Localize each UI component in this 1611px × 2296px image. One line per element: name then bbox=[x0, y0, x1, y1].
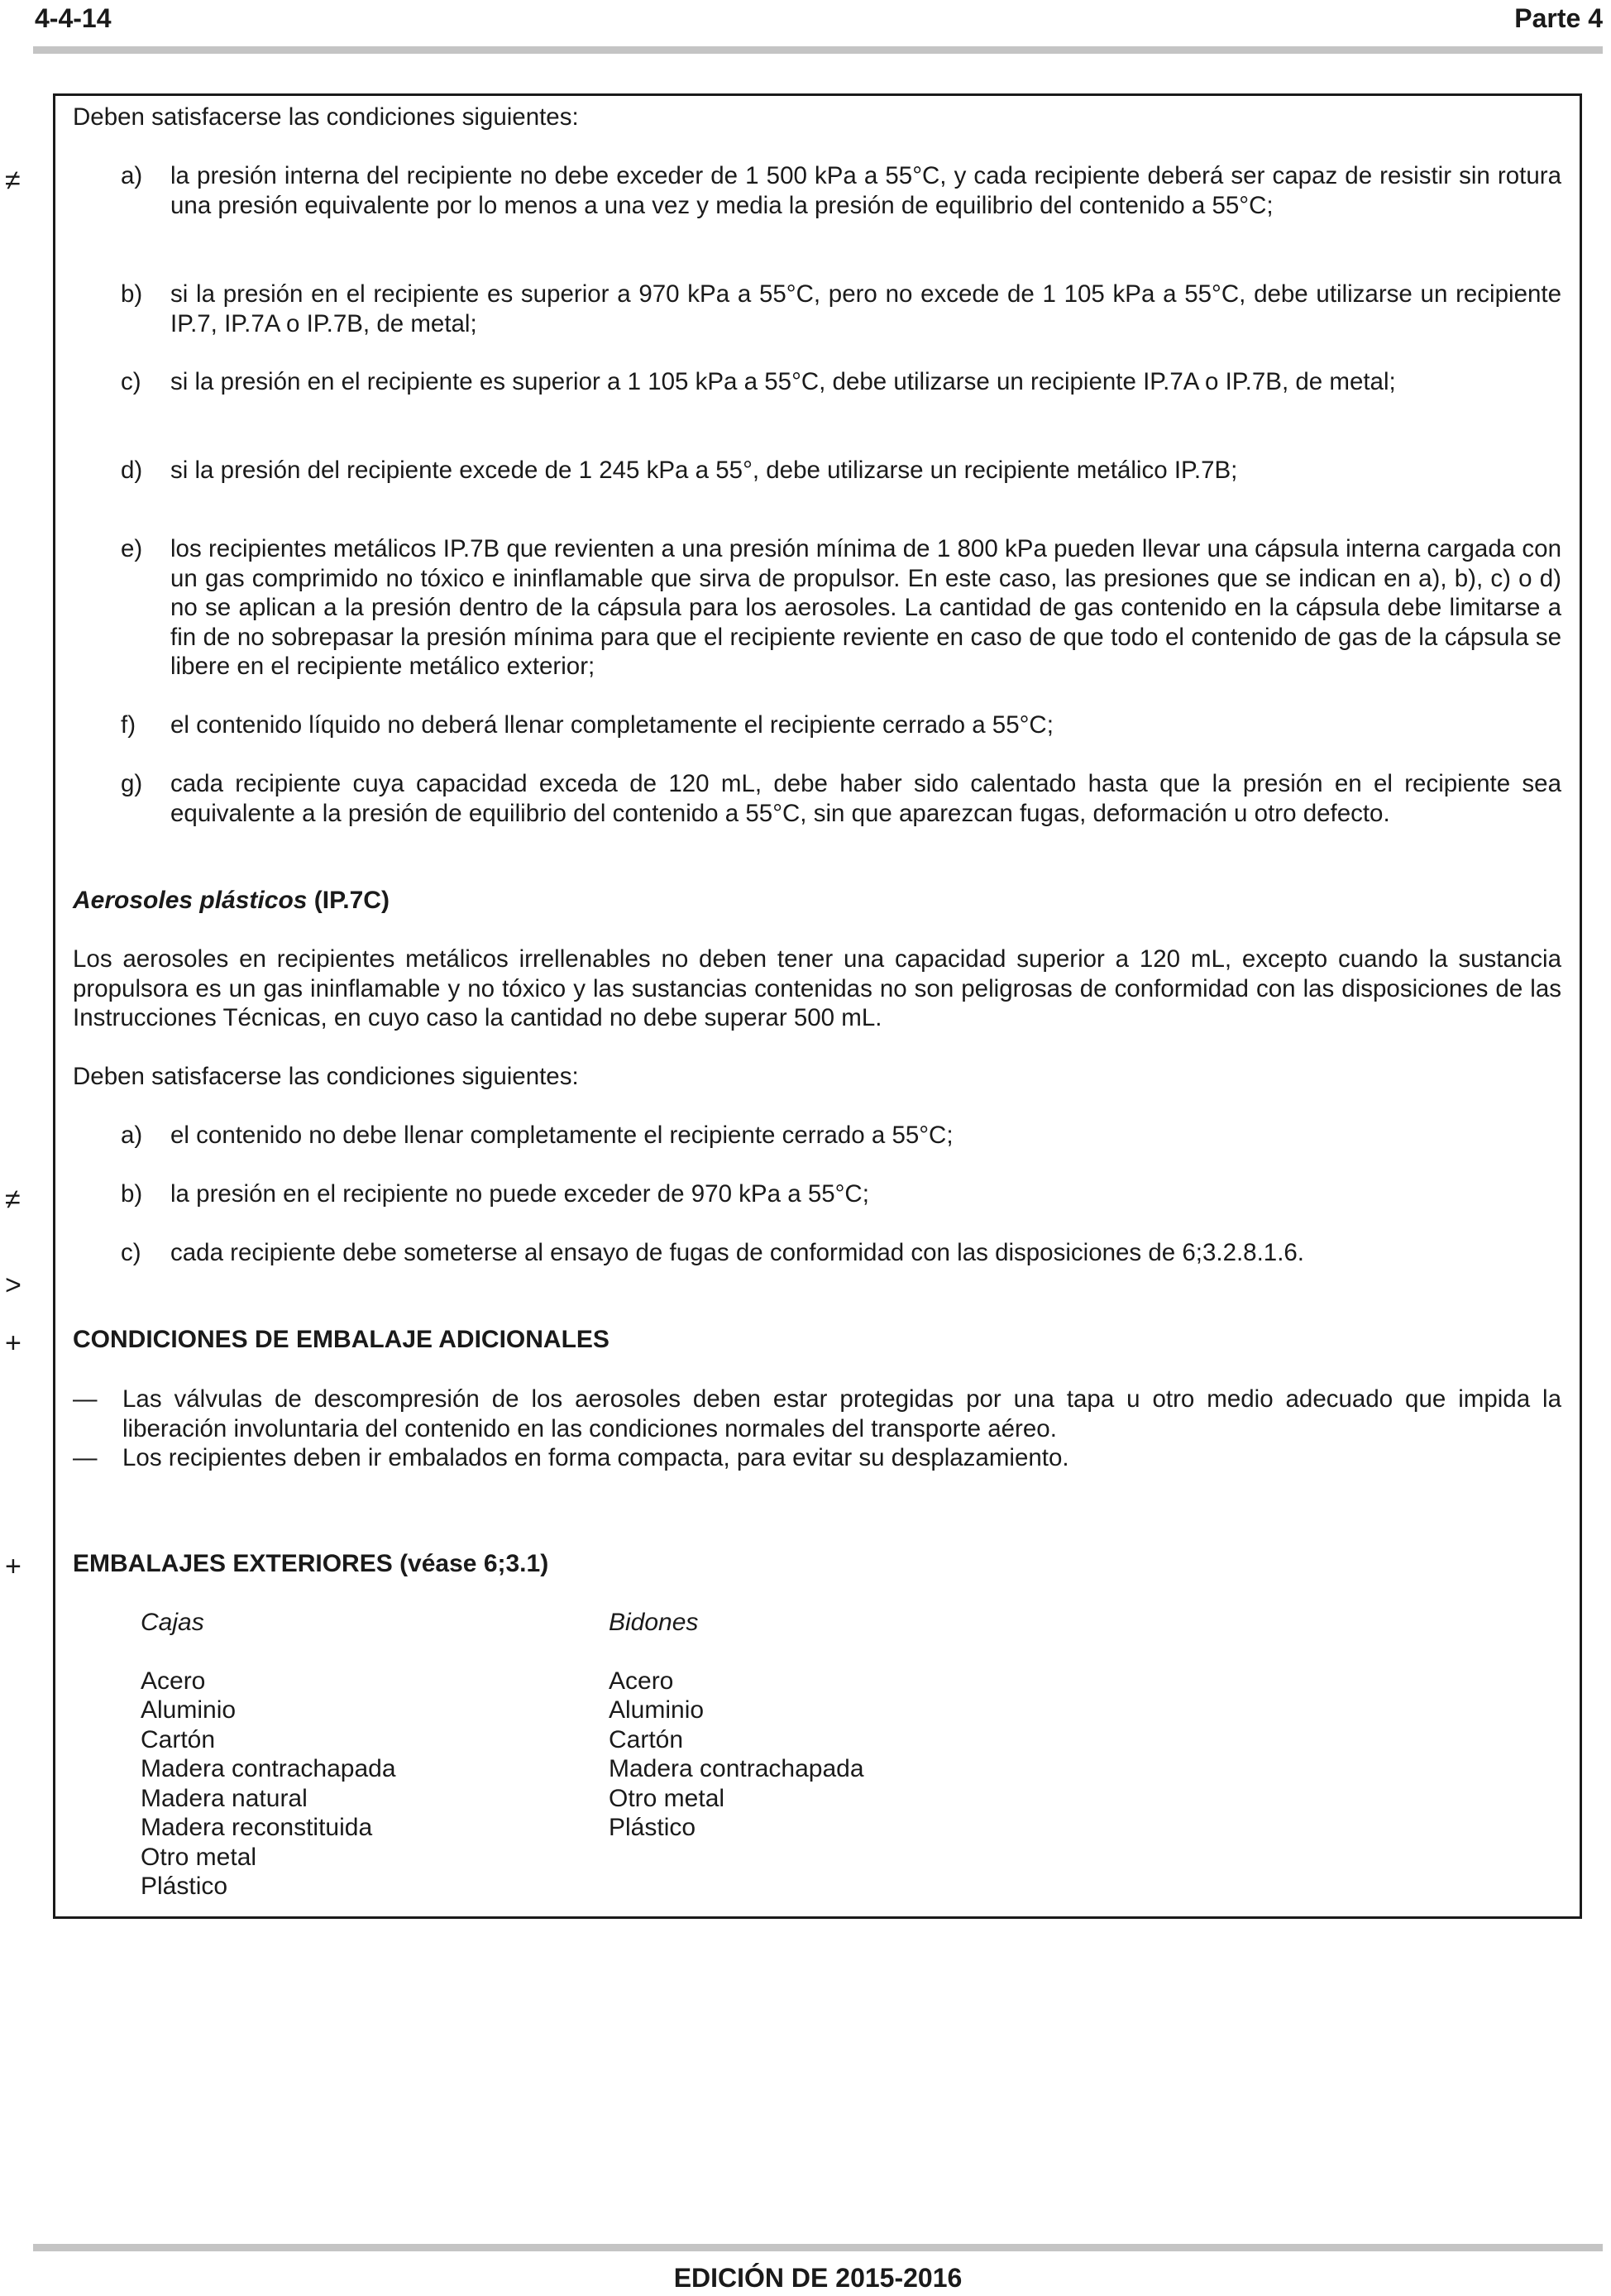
item-text: Las válvulas de descompresión de los aerosoles deben estar protegidas por una tapa u otro medio adecuado que impida la liberación involuntaria del contenido en las condiciones normales del transporte aéreo. bbox=[122, 1385, 1561, 1442]
item-label: g) bbox=[121, 770, 143, 797]
revision-mark-plus: + bbox=[5, 1551, 22, 1582]
plastic-title-code: (IP.7C) bbox=[307, 887, 390, 914]
list-item: Otro metal bbox=[141, 1843, 257, 1871]
revision-mark-not-equal: ≠ bbox=[5, 165, 21, 196]
item-label: a) bbox=[121, 162, 143, 189]
item-text: si la presión del recipiente excede de 1 245 kPa a 55°, debe utilizarse un recipiente metálico IP.7B; bbox=[170, 457, 1238, 484]
list-item: Acero bbox=[609, 1667, 674, 1695]
revision-mark-not-equal: ≠ bbox=[5, 1184, 21, 1215]
header-rule bbox=[33, 46, 1603, 54]
additional-conditions-title: CONDICIONES DE EMBALAJE ADICIONALES bbox=[73, 1326, 610, 1353]
item-text: los recipientes metálicos IP.7B que revienten a una presión mínima de 1 800 kPa pueden llevar una cápsula interna cargada con un gas comprimido no tóxico e ininflamable que sirva de propulsor. En este caso, las presiones que se indican en a), b), c) o d) no se aplican a la presión dentro de la cápsula para los aerosoles. La cantidad de gas contenido en la cápsula debe limitarse a fin de no sobrepasar la presión mínima para que el recipiente reviente en caso de que todo el contenido de gas de la cápsula se libere en el recipiente metálico exterior; bbox=[170, 535, 1561, 680]
list-item: Aluminio bbox=[609, 1696, 705, 1724]
item-text: cada recipiente debe someterse al ensayo de fugas de conformidad con las disposiciones de 6;3.2.8.1.6. bbox=[170, 1239, 1304, 1266]
item-label: c) bbox=[121, 368, 141, 395]
page-number: 4-4-14 bbox=[35, 3, 112, 33]
list-item bbox=[121, 456, 1561, 486]
list-item: Madera natural bbox=[141, 1784, 308, 1812]
item-text: el contenido líquido no deberá llenar completamente el recipiente cerrado a 55°C; bbox=[170, 711, 1054, 739]
revision-mark-plus: + bbox=[5, 1327, 22, 1359]
item-text: si la presión en el recipiente es superior a 970 kPa a 55°C, pero no excede de 1 105 kPa a 55°C, debe utilizarse un recipiente IP.7, IP.7A o IP.7B, de metal; bbox=[170, 280, 1561, 337]
item-text: la presión interna del recipiente no debe exceder de 1 500 kPa a 55°C, y cada recipiente deberá ser capaz de resistir sin rotura una presión equivalente por lo menos a una vez y media la presión de equilibrio del contenido a 55°C; bbox=[170, 162, 1561, 219]
list-item: Cartón bbox=[141, 1725, 216, 1753]
list-item: Otro metal bbox=[609, 1784, 725, 1812]
item-label: d) bbox=[121, 457, 143, 484]
item-label: b) bbox=[121, 1180, 143, 1208]
drums-column bbox=[609, 1608, 864, 1843]
part-label: Parte 4 bbox=[1514, 3, 1603, 33]
list-item: Acero bbox=[141, 1667, 206, 1695]
list-item bbox=[73, 1443, 1561, 1473]
list-item bbox=[121, 710, 1561, 740]
item-text: si la presión en el recipiente es superior a 1 105 kPa a 55°C, debe utilizarse un recipiente IP.7A o IP.7B, de metal; bbox=[170, 368, 1396, 395]
item-text: el contenido no debe llenar completamente el recipiente cerrado a 55°C; bbox=[170, 1122, 954, 1149]
item-label: f) bbox=[121, 711, 136, 739]
drums-heading: Bidones bbox=[609, 1609, 699, 1636]
footer-rule bbox=[33, 2244, 1603, 2251]
edition-footer: EDICIÓN DE 2015-2016 bbox=[673, 2263, 963, 2293]
revision-mark-greater: > bbox=[5, 1270, 22, 1301]
list-item bbox=[73, 1385, 1561, 1443]
list-item bbox=[121, 280, 1561, 338]
outer-packagings-title: EMBALAJES EXTERIORES (véase 6;3.1) bbox=[73, 1550, 549, 1577]
list-item bbox=[121, 1238, 1561, 1268]
dash-bullet: — bbox=[73, 1444, 98, 1471]
plastic-section-title bbox=[73, 886, 390, 916]
list-item: Plástico bbox=[141, 1873, 228, 1900]
list-item bbox=[121, 1121, 1561, 1150]
list-item: Aluminio bbox=[141, 1696, 237, 1724]
item-label: b) bbox=[121, 280, 143, 308]
list-item bbox=[121, 161, 1561, 220]
metal-intro: Deben satisfacerse las condiciones siguientes: bbox=[73, 103, 579, 131]
item-text: la presión en el recipiente no puede exceder de 970 kPa a 55°C; bbox=[170, 1180, 869, 1208]
plastic-paragraph: Los aerosoles en recipientes metálicos irrellenables no deben tener una capacidad superior a 120 mL, excepto cuando la sustancia propulsora es un gas ininflamable y no tóxico y las sustancias contenidas no son peligrosas de conformidad con las disposiciones de las Instrucciones Técnicas, en cuyo caso la cantidad no debe superar 500 mL. bbox=[73, 945, 1561, 1031]
plastic-intro: Deben satisfacerse las condiciones siguientes: bbox=[73, 1063, 579, 1090]
dash-bullet: — bbox=[73, 1385, 98, 1413]
item-text: cada recipiente cuya capacidad exceda de 120 mL, debe haber sido calentado hasta que la presión en el recipiente sea equivalente a la presión de equilibrio del contenido a 55°C, sin que aparezcan fugas, deformación u otro defecto. bbox=[170, 770, 1561, 827]
boxes-column bbox=[141, 1608, 396, 1901]
item-text: Los recipientes deben ir embalados en forma compacta, para evitar su desplazamiento. bbox=[122, 1444, 1069, 1471]
boxes-heading: Cajas bbox=[141, 1609, 204, 1636]
list-item bbox=[121, 367, 1561, 397]
list-item: Cartón bbox=[609, 1725, 684, 1753]
plastic-title-italic: Aerosoles plásticos bbox=[73, 887, 308, 914]
list-item: Madera contrachapada bbox=[609, 1755, 864, 1782]
list-item bbox=[121, 1179, 1561, 1209]
item-label: a) bbox=[121, 1122, 143, 1149]
list-item: Madera reconstituida bbox=[141, 1814, 373, 1841]
list-item bbox=[121, 534, 1561, 682]
list-item: Madera contrachapada bbox=[141, 1755, 396, 1782]
item-label: c) bbox=[121, 1239, 141, 1266]
list-item bbox=[121, 769, 1561, 828]
item-label: e) bbox=[121, 535, 143, 562]
list-item: Plástico bbox=[609, 1814, 696, 1841]
